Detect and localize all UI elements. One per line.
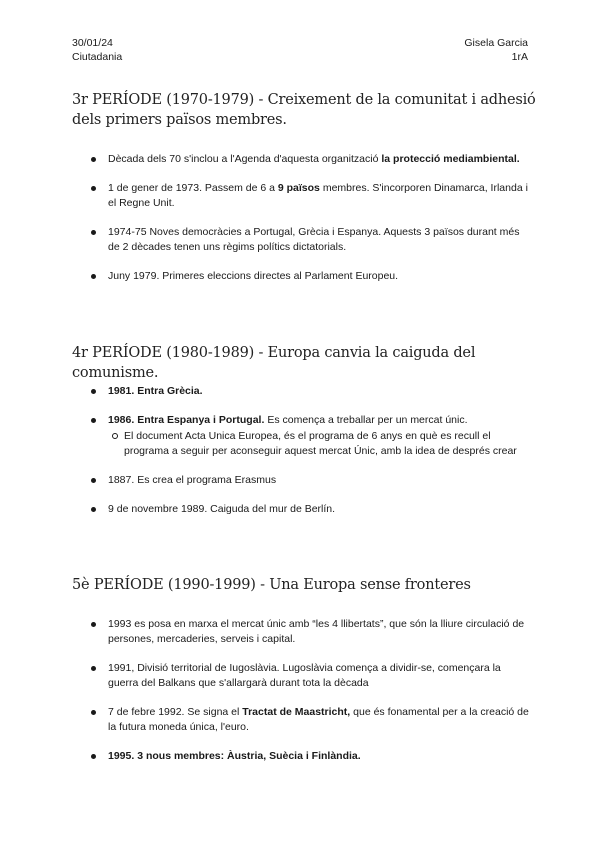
list-item: [90, 181, 530, 211]
bullet-list-period-5: [90, 617, 530, 778]
list-item: [90, 225, 530, 255]
header-author: Gisela Garcia: [464, 37, 528, 49]
item-bold-text: Tractat de Maastricht,: [242, 706, 351, 718]
section-title-period-4: 4r PERÍODE (1980-1989) - Europa canvia la caiguda del comunisme.: [72, 345, 476, 381]
item-bold-text: 1981. Entra Grècia.: [108, 385, 203, 397]
list-item: [90, 413, 530, 459]
list-item: [90, 749, 530, 764]
item-text: Juny 1979. Primeres eleccions directes al Parlament Europeu.: [108, 270, 399, 282]
item-text: Dècada dels 70 s'inclou a l'Agenda d'aquesta organització: [108, 153, 382, 165]
list-item: [90, 705, 530, 735]
list-item: [90, 473, 530, 488]
item-text: 1 de gener de 1973. Passem de 6 a: [108, 182, 278, 194]
item-bold-text: la protecció mediambiental.: [381, 153, 520, 165]
item-text: 1993 es posa en marxa el mercat únic amb “les 4 llibertats”, que són la lliure circulació de persones, mercaderies, serveis i capital.: [108, 618, 525, 645]
header-subject: Ciutadania: [72, 51, 123, 63]
section-title-period-5: 5è PERÍODE (1990-1999) - Una Europa sense fronteres: [72, 577, 471, 593]
item-bold-text: 9 països: [277, 182, 320, 194]
list-item: [90, 269, 530, 284]
list-item: [90, 617, 530, 647]
sub-list-item: El document Acta Unica Europea, és el programa de 6 anys en què es recull el programa a seguir per aconseguir aquest mercat Únic, amb la idea de després crear: [108, 429, 530, 459]
list-item: [90, 152, 530, 167]
item-text: membres. S'incorporen Dinamarca, Irlanda i el Regne Unit.: [108, 182, 528, 209]
item-text: 9 de novembre 1989. Caiguda del mur de Berlín.: [108, 503, 336, 515]
bullet-list-period-3: [90, 152, 530, 298]
item-text: 1974-75 Noves democràcies a Portugal, Grècia i Espanya. Aquests 3 països durant més de 2 dècades tenen uns règims polítics dictatorials.: [108, 226, 520, 253]
item-text: que és fonamental per a la creació de la futura moneda única, l'euro.: [108, 706, 529, 733]
header-class: 1rA: [511, 51, 528, 63]
header-date: 30/01/24: [72, 37, 113, 49]
item-text: Es comença a treballar per un mercat únic.: [264, 414, 468, 426]
item-bold-text: 1995. 3 nous membres: Àustria, Suècia i Finlàndia.: [108, 750, 361, 762]
item-bold-text: 1986. Entra Espanya i Portugal.: [108, 414, 265, 426]
item-text: 1887. Es crea el programa Erasmus: [108, 474, 277, 486]
item-text: 7 de febre 1992. Se signa el: [108, 706, 243, 718]
item-text: 1991, Divisió territorial de Iugoslàvia. Lugoslàvia comença a dividir-se, començara la guerra del Balkans que s'allargarà durant tota la dècada: [108, 662, 501, 689]
list-item: [90, 384, 530, 399]
list-item: [90, 661, 530, 691]
section-title-period-3: 3r PERÍODE (1970-1979) - Creixement de la comunitat i adhesió dels primers països membres.: [72, 92, 536, 128]
bullet-list-period-4: [90, 384, 530, 531]
sub-list: [108, 429, 530, 459]
list-item: [90, 502, 530, 517]
